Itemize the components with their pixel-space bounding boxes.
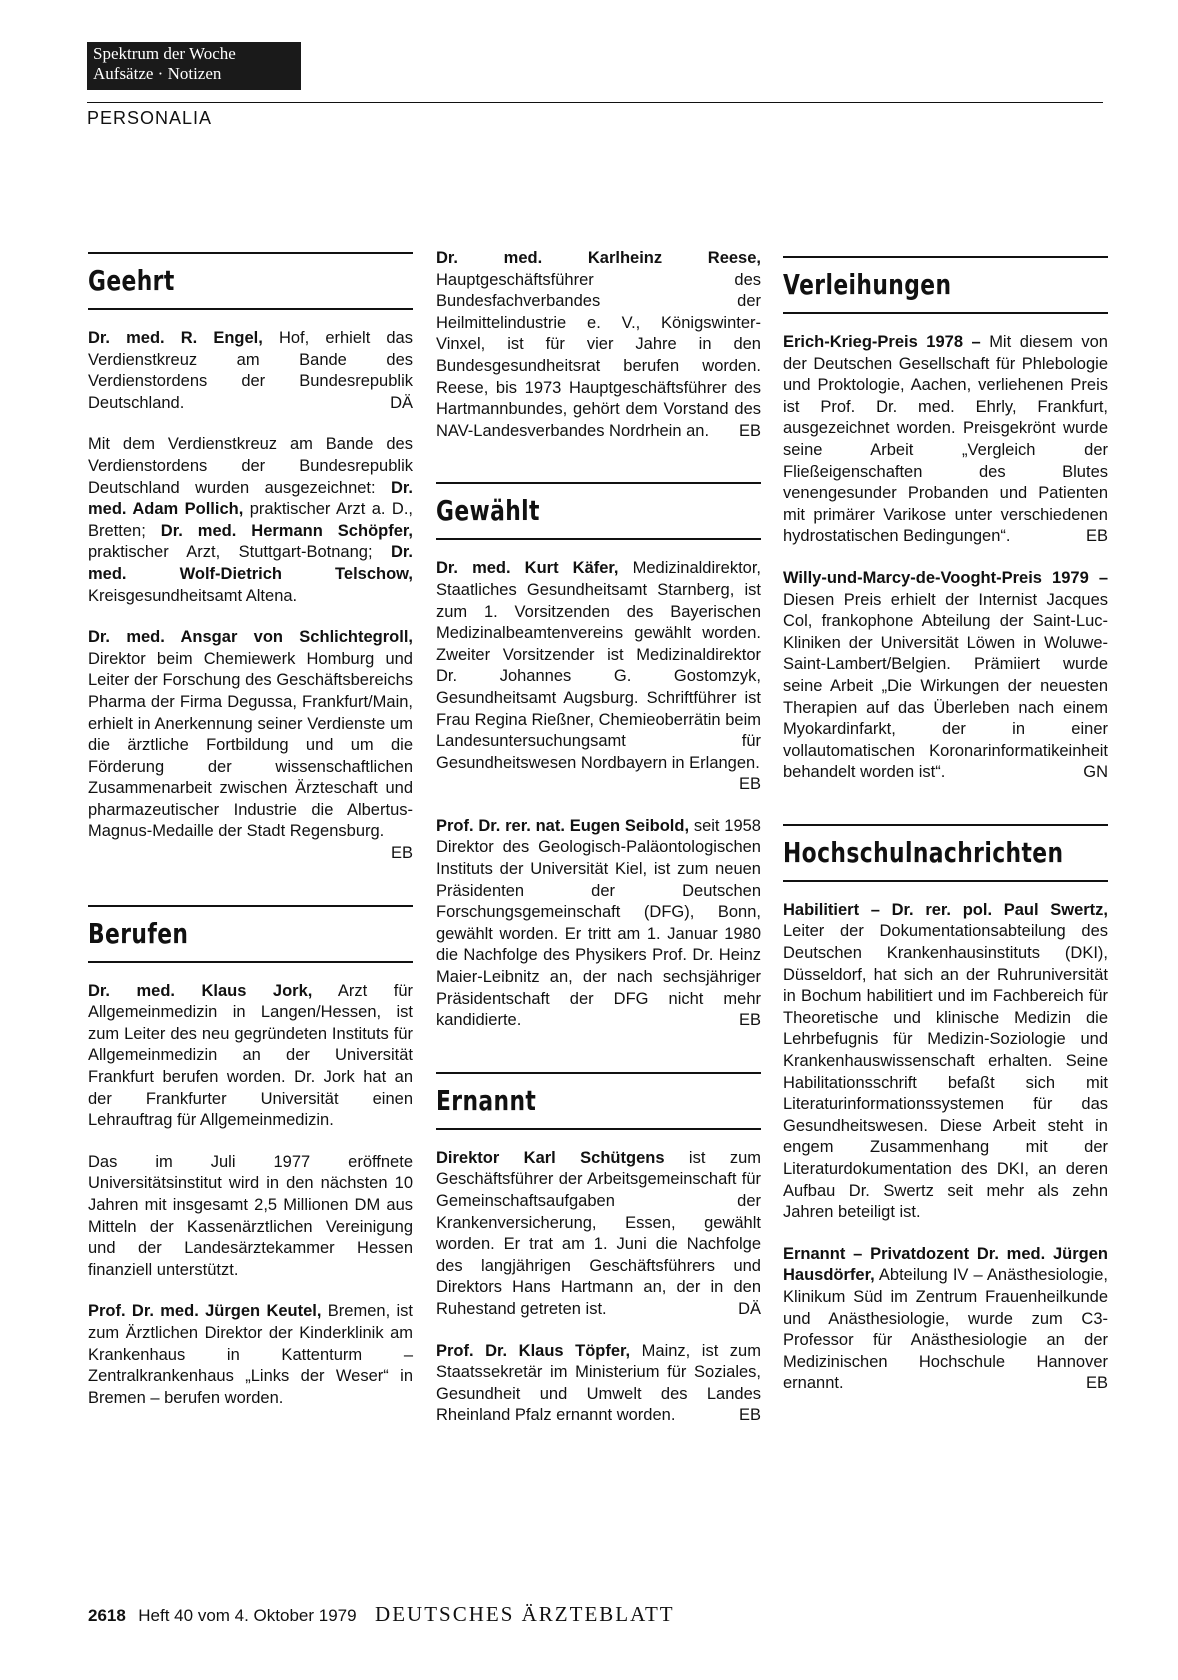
person-name: Dr. med. Karlheinz Reese, <box>436 249 761 267</box>
news-item <box>436 558 761 796</box>
person-name: Erich-Krieg-Preis 1978 – <box>783 333 981 351</box>
news-section <box>88 252 413 865</box>
person-name: Prof. Dr. med. Jürgen Keutel, <box>88 1302 322 1321</box>
news-item <box>88 1301 413 1409</box>
person-name: Dr. med. Wolf-Dietrich Telschow, <box>88 543 413 583</box>
author-signature: EB <box>738 775 761 794</box>
author-signature: EB <box>1085 1374 1108 1393</box>
person-name: Dr. med. Klaus Jork, <box>88 981 313 1000</box>
person-name: Dr. med. Adam Pollich, <box>88 478 413 519</box>
news-text: Abteilung IV – Anästhesiologie, Klinikum Süd im Zentrum Frauenheilkunde und Anästhesiologie, wurde zum C3-Professor für Anästhesiologie an der Medizinischen Hochschule Hannover ernannt. <box>783 1266 1108 1393</box>
section-heading-text: Gewählt <box>436 494 540 528</box>
section-heading <box>783 824 1108 882</box>
top-rule <box>87 102 1103 103</box>
news-text: seit 1958 Direktor des Geologisch-Paläontologischen Instituts der Universität Kiel, ist zum neuen Präsidenten der Deutschen Forschungsgemeinschaft (DFG), Bonn, gewählt worden. Er tritt am 1. Januar 1980 die Nachfolge des Physikers Prof. Dr. Heinz Maier-Leibnitz an, der nach sechsjähriger Präsidentschaft der DFG nicht mehr kandidierte. <box>436 816 761 1030</box>
news-section <box>88 905 413 1410</box>
news-text: Hauptgeschäftsführer des Bundesfachverbandes der Heilmittelindustrie e. V., Königswinter-Vinxel, ist für vier Jahre in den Bundesgesundheitsrat berufen worden. Reese, bis 1973 Hauptgeschäftsführer des Hartmannbundes, gehört dem Vorstand des NAV-Landesverbandes Nordrhein an. <box>436 270 761 440</box>
section-heading-text: Verleihungen <box>783 268 952 301</box>
news-text: Arzt für Allgemeinmedizin in Langen/Hessen, ist zum Leiter des neu gegründeten Instituts für Allgemeinmedizin an der Universität Frankfurt berufen worden. Dr. Jork hat an der Frankfurter Universität einen Lehrauftrag für Allgemeinmedizin. <box>88 981 413 1130</box>
person-name: Dr. med. Hermann Schöpfer, <box>160 521 413 540</box>
person-name: Direktor Karl Schütgens <box>436 1148 665 1167</box>
author-signature: EB <box>738 421 761 440</box>
news-item <box>436 248 761 442</box>
author-signature: GN <box>1083 763 1108 782</box>
news-section <box>436 482 761 1031</box>
news-item <box>783 900 1108 1224</box>
section-heading-text: Ernannt <box>436 1083 537 1117</box>
issue-info: Heft 40 vom 4. Oktober 1979 <box>138 1606 357 1625</box>
news-text: Das im Juli 1977 eröffnete Universitätsinstitut wird in den nächsten 10 Jahren mit insgesamt 2,5 Millionen DM aus Mitteln der Kassenärztlichen Vereinigung und der Landesärztekammer Hessen finanziell unterstützt. <box>88 1152 413 1279</box>
news-text: Kreisgesundheitsamt Altena. <box>88 586 298 605</box>
section-heading <box>436 1072 761 1130</box>
author-signature: EB <box>390 844 413 863</box>
author-signature: DÄ <box>390 393 413 412</box>
news-item <box>88 1152 413 1282</box>
news-section <box>436 1072 761 1427</box>
page-number: 2618 <box>88 1606 126 1625</box>
news-item <box>783 568 1108 784</box>
news-text: Leiter der Dokumentationsabteilung des Deutschen Krankenhausinstituts (DKI), Düsseldorf, hat sich an der Ruhruniversität in Bochum habilitiert und im Fachbereich für Theoretische und klinische Medizin die Lehrbefugnis für Medizin-Soziologie und Krankenhauswissenschaft erhalten. Seine Habilitationsschrift befaßt sich mit Literaturinformationssystemen für das Gesundheitswesen. Diese Arbeit steht in engem Zusammenhang mit der Literaturdokumentation des DKI, an deren Aufbau Dr. Swertz seit mehr als zehn Jahren beteiligt ist. <box>783 922 1108 1222</box>
news-text: ist zum Geschäftsführer der Arbeitsgemeinschaft für Gemeinschaftsaufgaben der Krankenversicherung, Essen, gewählt worden. Er trat am 1. Juni die Nachfolge des langjährigen Geschäftsführers und Direktors Hans Hartmann an, der in den Ruhestand getreten ist. <box>436 1148 761 1318</box>
person-name: Prof. Dr. rer. nat. Eugen Seibold, <box>436 816 690 835</box>
section-heading <box>783 256 1108 314</box>
news-text: Diesen Preis erhielt der Internist Jacques Col, frankophone Abteilung der Saint-Luc-Kliniken der Universität Löwen in Woluwe-Saint-Lambert/Belgien. Prämiiert wurde seine Arbeit „Die Wirkungen der neuesten Therapien auf das Überleben nach einem Myokardinfarkt, der in einer vollautomatischen Koronarinformatikeinheit behandelt worden ist“. <box>783 590 1108 782</box>
news-section <box>436 248 761 442</box>
news-section <box>783 824 1108 1395</box>
news-text: Hof, erhielt das Verdienstkreuz am Bande des Verdienstordens der Bundesrepublik Deutschland. <box>88 329 413 412</box>
news-text: praktischer Arzt, Stuttgart-Botnang; <box>88 543 391 562</box>
column-2 <box>436 248 761 1467</box>
news-item <box>783 1244 1108 1395</box>
news-item <box>88 434 413 607</box>
news-text: praktischer Arzt a. D., Bretten; <box>88 500 413 540</box>
author-signature: DÄ <box>738 1299 761 1318</box>
news-item <box>88 981 413 1132</box>
news-text: Mit diesem von der Deutschen Gesellschaft für Phlebologie und Proktologie, Aachen, verliehenen Preis ist Prof. Dr. med. Ehrly, Frankfurt, ausgezeichnet worden. Preisgekrönt wurde seine Arbeit „Vergleich der Fließeigenschaften des Blutes venengesunder Probanden und Patienten mit primärer Varikose unter verschiedenen hydrostatischen Bedingungen“. <box>783 333 1108 546</box>
author-signature: EB <box>738 1406 761 1425</box>
section-banner <box>87 42 301 90</box>
person-name: Habilitiert – Dr. rer. pol. Paul Swertz, <box>783 900 1108 919</box>
banner-line-2: Aufsätze · Notizen <box>93 64 222 83</box>
news-item <box>88 328 413 414</box>
person-name: Dr. med. R. Engel, <box>88 329 263 347</box>
author-signature: EB <box>1085 527 1108 546</box>
column-1 <box>88 252 413 1449</box>
person-name: Dr. med. Ansgar von Schlichtegroll, <box>88 628 413 647</box>
news-item <box>783 332 1108 548</box>
section-heading <box>436 482 761 540</box>
page-footer <box>88 1602 675 1627</box>
news-text: Direktor beim Chemiewerk Homburg und Leiter der Forschung des Geschäftsbereichs Pharma der Firma Degussa, Frankfurt/Main, erhielt in Anerkennung seiner Verdienste um die ärztliche Fortbildung und um die Förderung der wissenschaftlichen Zusammenarbeit zwischen Ärzteschaft und pharmazeutischer Industrie die Albertus-Magnus-Medaille der Stadt Regensburg. <box>88 649 413 841</box>
section-heading-text: Berufen <box>88 916 189 950</box>
news-text: Bremen, ist zum Ärztlichen Direktor der Kinderklinik am Krankenhaus in Kattenturm – Zentralkrankenhaus „Links der Weser“ in Bremen – berufen worden. <box>88 1302 413 1407</box>
news-text: Medizinaldirektor, Staatliches Gesundheitsamt Starnberg, ist zum 1. Vorsitzenden des Bayerischen Medizinalbeamtenvereins gewählt worden. Zweiter Vorsitzender ist Medizinaldirektor Dr. Johannes G. Gostomzyk, Gesundheitsamt Augsburg. Schriftführer ist Frau Regina Rießner, Chemieoberrätin beim Landesuntersuchungsamt für Gesundheitswesen Nordbayern in Erlangen. <box>436 559 761 772</box>
person-name: Prof. Dr. Klaus Töpfer, <box>436 1341 631 1360</box>
person-name: Willy-und-Marcy-de-Vooght-Preis 1979 – <box>783 568 1108 587</box>
author-signature: EB <box>738 1011 761 1030</box>
section-heading-text: Hochschulnachrichten <box>783 835 1064 869</box>
news-text: Mainz, ist zum Staatssekretär im Ministerium für Soziales, Gesundheit und Umwelt des Landes Rheinland Pfalz ernannt worden. <box>436 1341 761 1425</box>
section-heading <box>88 252 413 310</box>
person-name: Dr. med. Kurt Käfer, <box>436 559 619 578</box>
news-item <box>436 1148 761 1321</box>
journal-title: DEUTSCHES ÄRZTEBLATT <box>375 1602 675 1626</box>
news-item <box>436 1341 761 1427</box>
section-heading-text: Geehrt <box>88 264 175 297</box>
banner-line-1: Spektrum der Woche <box>93 44 236 63</box>
column-3 <box>783 256 1108 1435</box>
section-heading <box>88 905 413 963</box>
person-name: Ernannt – Privatdozent Dr. med. Jürgen Hausdörfer, <box>783 1244 1108 1285</box>
news-section <box>783 256 1108 784</box>
news-item <box>436 816 761 1032</box>
news-text: Mit dem Verdienstkreuz am Bande des Verdienstordens der Bundesrepublik Deutschland wurden ausgezeichnet: <box>88 435 413 497</box>
section-label: PERSONALIA <box>87 108 213 128</box>
news-item <box>88 627 413 865</box>
